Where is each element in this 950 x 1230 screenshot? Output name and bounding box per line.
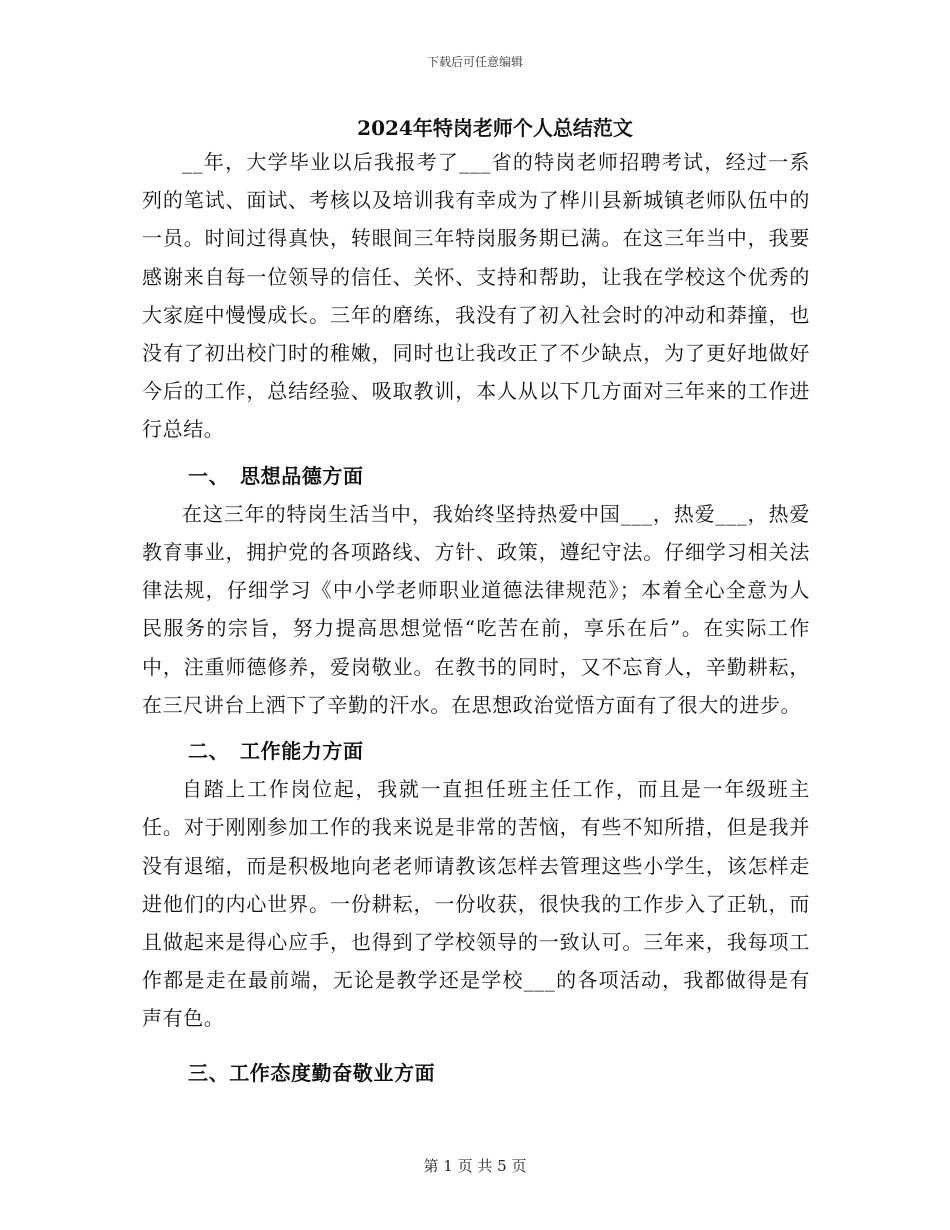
spacer [142, 1046, 810, 1054]
section-number: 三、 [188, 1060, 230, 1085]
spacer [142, 724, 810, 732]
section-title: 思想品德方面 [240, 463, 364, 488]
spacer [142, 1038, 810, 1046]
section-title: 工作态度勤奋敬业方面 [229, 1060, 436, 1085]
section-1-paragraph: 在这三年的特岗生活当中，我始终坚持热爱中国___，热爱___，热爱教育事业，拥护党的各项路线、方针、政策，遵纪守法。仔细学习相关法律法规，仔细学习《中小学老师职业道德法律规范》；本着全心全意为人民服务的宗旨，努力提高思想觉悟“吃苦在前，享乐在后”。在实际工作中，注重师德修养，爱岗敬业。在教书的同时，又不忘育人，辛勤耕耘，在三尺讲台上洒下了辛勤的汗水。在思想政治觉悟方面有了很大的进步。 [142, 501, 810, 717]
page-footer: 第 1 页 共 5 页 [423, 1157, 527, 1175]
intro-paragraph: __年，大学毕业以后我报考了___省的特岗老师招聘考试，经过一系列的笔试、面试、考核以及培训我有幸成为了桦川县新城镇老师队伍中的一员。时间过得真快，转眼间三年特岗服务期已满。在这三年当中，我要感谢来自每一位领导的信任、关怀、支持和帮助，让我在学校这个优秀的大家庭中慢慢成长。三年的磨练，我没有了初入社会时的冲动和莽撞，也没有了初出校门时的稚嫩，同时也让我改正了不少缺点，为了更好地做好今后的工作，总结经验、吸取教训，本人从以下几方面对三年来的工作进行总结。 [142, 150, 810, 442]
section-2-paragraph: 自踏上工作岗位起，我就一直担任班主任工作，而且是一年级班主任。对于刚刚参加工作的我来说是非常的苦恼，有些不知所措，但是我并没有退缩，而是积极地向老老师请教该怎样去管理这些小学生，该怎样走进他们的内心世界。一份耕耘，一份收获，很快我的工作步入了正轨，而且做起来是得心应手，也得到了学校领导的一致认可。三年来，我每项工作都是走在最前端，无论是教学还是学校___的各项活动，我都做得是有声有色。 [142, 777, 810, 1031]
header-note: 下载后可任意编辑 [426, 55, 523, 69]
section-number: 二、 [188, 739, 230, 764]
document-title: 2024年特岗老师个人总结范文 [357, 116, 633, 140]
section-heading-1 [142, 457, 810, 495]
section-heading-3 [142, 1054, 810, 1092]
spacer [142, 449, 810, 457]
section-number: 一、 [188, 463, 230, 488]
section-heading-2 [142, 732, 810, 770]
section-title: 工作能力方面 [240, 739, 364, 764]
document-body [142, 143, 810, 1092]
